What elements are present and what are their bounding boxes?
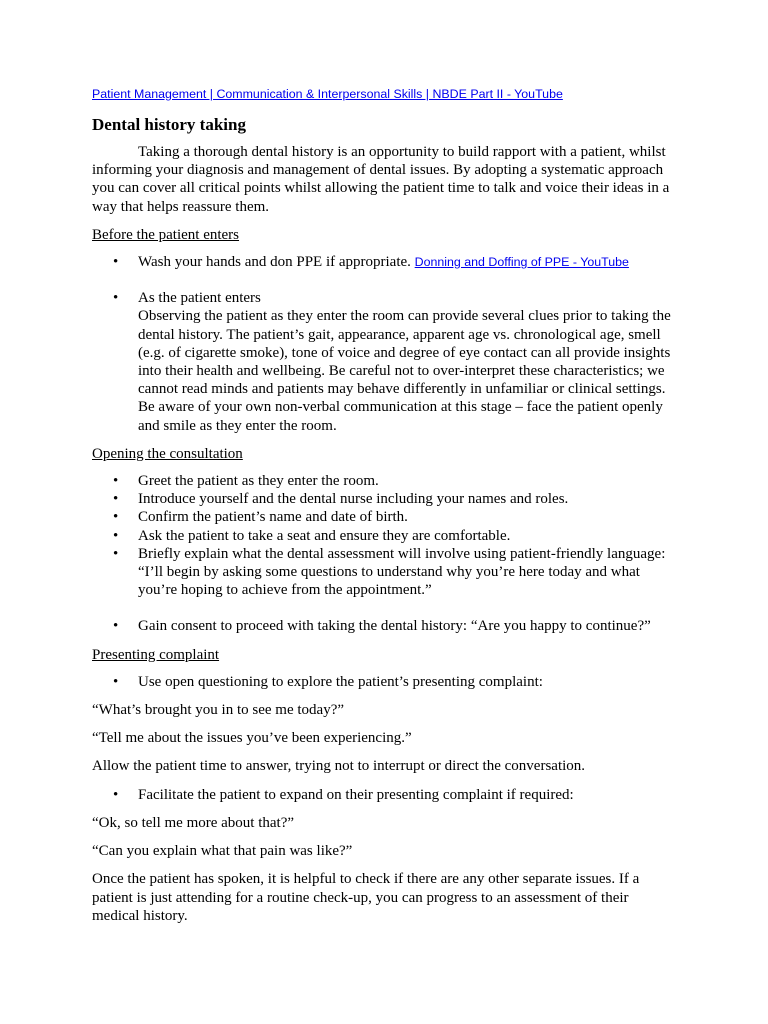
bullet-icon: • — [113, 786, 119, 803]
list-item-title: As the patient enters — [138, 290, 261, 307]
allow-paragraph: Allow the patient time to answer, trying not to interrupt or direct the conversation. — [92, 758, 586, 775]
youtube-link-ppe[interactable]: Donning and Doffing of PPE - YouTube — [414, 255, 629, 270]
closing-paragraph: Once the patient has spoken, it is helpful to check if there are any other separate issues. If a patient is just attending for a routine check-up, you can progress to an assessment of their medical history. — [92, 871, 640, 924]
list-item-text: Confirm the patient’s name and date of birth. — [138, 509, 408, 526]
bullet-icon: • — [113, 491, 119, 508]
list-item-body: Observing the patient as they enter the room can provide several clues prior to taking the dental history. The patient’s gait, appearance, apparent age vs. chronological age, smell (e.g. of cigarette smoke), tone of voice and degree of eye contact can all provide insights into their health and wellbeing. Be careful not to over-interpret these characteristics; we cannot read minds and patients may behave differently in unfamiliar or clinical settings. Be aware of your own non-verbal communication at this stage – face the patient openly and smile as they enter the room. — [138, 308, 671, 434]
quote-line: “Tell me about the issues you’ve been experiencing.” — [92, 730, 412, 747]
list-item-text: Ask the patient to take a seat and ensure they are comfortable. — [138, 527, 511, 544]
bullet-icon: • — [113, 509, 119, 526]
list-item — [92, 545, 676, 600]
bullet-icon: • — [113, 673, 119, 690]
bullet-icon: • — [113, 473, 119, 490]
list-item-text: Gain consent to proceed with taking the dental history: “Are you happy to continue?” — [138, 618, 651, 635]
presenting-list-1 — [92, 673, 676, 691]
list-item-text: Greet the patient as they enter the room. — [138, 473, 379, 490]
list-item-text: Introduce yourself and the dental nurse including your names and roles. — [138, 491, 569, 508]
section-heading-presenting: Presenting complaint — [92, 646, 220, 663]
bullet-icon: • — [113, 545, 119, 562]
quote-line: “Can you explain what that pain was like?” — [92, 843, 353, 860]
list-item — [92, 527, 676, 545]
list-item — [92, 253, 676, 271]
consent-list — [92, 617, 676, 635]
list-item-text: Briefly explain what the dental assessment will involve using patient-friendly language: “I’ll begin by asking some questions to understand why you’re here today and what you’re hoping to achieve from the appointment.” — [138, 545, 666, 599]
list-item — [92, 508, 676, 526]
list-item — [92, 289, 676, 435]
youtube-link-patient-management[interactable]: Patient Management | Communication & Interpersonal Skills | NBDE Part II - YouTube — [92, 87, 563, 101]
list-item — [92, 472, 676, 490]
bullet-icon: • — [113, 527, 119, 544]
bullet-icon: • — [113, 290, 119, 307]
bullet-icon: • — [113, 254, 119, 271]
list-item-text: Facilitate the patient to expand on their presenting complaint if required: — [138, 786, 574, 803]
before-list — [92, 253, 676, 435]
list-item-text: Wash your hands and don PPE if appropriate. — [138, 254, 411, 271]
list-item — [92, 786, 676, 804]
bullet-icon: • — [113, 618, 119, 635]
intro-paragraph: Taking a thorough dental history is an opportunity to build rapport with a patient, whilst informing your diagnosis and management of dental issues. By adopting a systematic approach you can cover all critical points whilst allowing the patient time to talk and voice their ideas in a way that helps reassure them. — [92, 144, 670, 215]
list-item-text: Use open questioning to explore the patient’s presenting complaint: — [138, 673, 543, 690]
presenting-list-2 — [92, 786, 676, 804]
list-item — [92, 617, 676, 635]
list-item — [92, 490, 676, 508]
page-title: Dental history taking — [92, 115, 246, 134]
section-heading-opening: Opening the consultation — [92, 445, 243, 462]
opening-list — [92, 472, 676, 599]
quote-line: “What’s brought you in to see me today?” — [92, 702, 345, 719]
section-heading-before: Before the patient enters — [92, 226, 240, 243]
quote-line: “Ok, so tell me more about that?” — [92, 814, 295, 831]
list-item — [92, 673, 676, 691]
